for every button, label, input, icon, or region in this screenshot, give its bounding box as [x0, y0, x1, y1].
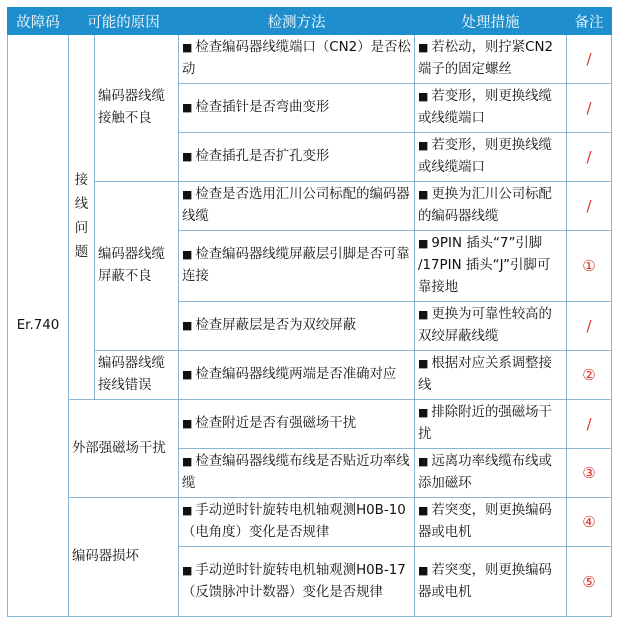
- note-cell: /: [567, 84, 612, 133]
- cause-encoder-wiring-error: 编码器线缆接线错误: [95, 351, 179, 400]
- bullet-icon: ■: [418, 41, 429, 54]
- action-cell: ■ 远离功率线缆布线或添加磁环: [415, 449, 567, 498]
- check-cell: ■ 检查编码器线缆屏蔽层引脚是否可靠连接: [179, 231, 415, 302]
- header-check: 检测方法: [179, 8, 415, 35]
- note-cell: ④: [567, 498, 612, 547]
- category-wiring: 接线问题: [69, 35, 95, 400]
- bullet-icon: ■: [418, 504, 429, 517]
- bullet-icon: ■: [182, 319, 193, 332]
- action-cell: ■ 若突变，则更换编码器或电机: [415, 547, 567, 617]
- note-cell: ⑤: [567, 547, 612, 617]
- bullet-icon: ■: [418, 188, 429, 201]
- check-cell: ■ 检查附近是否有强磁场干扰: [179, 400, 415, 449]
- check-cell: ■ 手动逆时针旋转电机轴观测H0B-10（电角度）变化是否规律: [179, 498, 415, 547]
- note-cell: /: [567, 302, 612, 351]
- note-cell: ③: [567, 449, 612, 498]
- check-cell: ■ 检查屏蔽层是否为双绞屏蔽: [179, 302, 415, 351]
- bullet-icon: ■: [182, 417, 193, 430]
- check-cell: ■ 检查是否选用汇川公司标配的编码器线缆: [179, 182, 415, 231]
- check-cell: ■ 检查编码器线缆端口（CN2）是否松动: [179, 35, 415, 84]
- table-row: [8, 498, 612, 547]
- action-cell: ■ 若突变，则更换编码器或电机: [415, 498, 567, 547]
- note-cell: /: [567, 133, 612, 182]
- check-cell: ■ 检查编码器线缆两端是否准确对应: [179, 351, 415, 400]
- note-cell: /: [567, 400, 612, 449]
- bullet-icon: ■: [418, 357, 429, 370]
- note-cell: /: [567, 182, 612, 231]
- table-row: [8, 400, 612, 449]
- cause-encoder-shield: 编码器线缆屏蔽不良: [95, 182, 179, 351]
- check-cell: ■ 检查插孔是否扩孔变形: [179, 133, 415, 182]
- check-cell: ■ 检查编码器线缆布线是否贴近功率线缆: [179, 449, 415, 498]
- note-cell: ②: [567, 351, 612, 400]
- header-row: [8, 8, 612, 35]
- header-action: 处理措施: [415, 8, 567, 35]
- bullet-icon: ■: [182, 368, 193, 381]
- check-cell: ■ 手动逆时针旋转电机轴观测H0B-17（反馈脉冲计数器）变化是否规律: [179, 547, 415, 617]
- header-cause: 可能的原因: [69, 8, 179, 35]
- fault-table: [7, 7, 612, 617]
- bullet-icon: ■: [418, 237, 429, 250]
- bullet-icon: ■: [182, 41, 193, 54]
- action-cell: ■ 若变形，则更换线缆或线缆端口: [415, 84, 567, 133]
- note-cell: ①: [567, 231, 612, 302]
- cause-external-field: 外部强磁场干扰: [69, 400, 179, 498]
- action-cell: ■ 若松动，则拧紧CN2 端子的固定螺丝: [415, 35, 567, 84]
- bullet-icon: ■: [418, 139, 429, 152]
- bullet-icon: ■: [182, 150, 193, 163]
- action-cell: ■ 根据对应关系调整接线: [415, 351, 567, 400]
- bullet-icon: ■: [182, 504, 193, 517]
- header-fault-code: 故障码: [8, 8, 69, 35]
- fault-code: Er.740: [8, 35, 69, 617]
- table-row: [8, 35, 612, 84]
- bullet-icon: ■: [418, 563, 429, 577]
- check-cell: ■ 检查插针是否弯曲变形: [179, 84, 415, 133]
- action-cell: ■ 9PIN 插头“7”引脚 /17PIN 插头“J”引脚可靠接地: [415, 231, 567, 302]
- cause-encoder-damage: 编码器损坏: [69, 498, 179, 617]
- bullet-icon: ■: [418, 455, 429, 468]
- bullet-icon: ■: [182, 455, 193, 468]
- action-cell: ■ 更换为可靠性较高的双绞屏蔽线缆: [415, 302, 567, 351]
- header-note: 备注: [567, 8, 612, 35]
- table-row: [8, 182, 612, 231]
- bullet-icon: ■: [182, 101, 193, 114]
- action-cell: ■ 排除附近的强磁场干扰: [415, 400, 567, 449]
- bullet-icon: ■: [418, 90, 429, 103]
- bullet-icon: ■: [182, 248, 193, 261]
- bullet-icon: ■: [182, 188, 193, 201]
- action-cell: ■ 若变形，则更换线缆或线缆端口: [415, 133, 567, 182]
- bullet-icon: ■: [418, 406, 429, 419]
- cause-encoder-contact: 编码器线缆接触不良: [95, 35, 179, 182]
- note-cell: /: [567, 35, 612, 84]
- bullet-icon: ■: [418, 308, 429, 321]
- action-cell: ■ 更换为汇川公司标配的编码器线缆: [415, 182, 567, 231]
- table-row: [8, 351, 612, 400]
- bullet-icon: ■: [182, 563, 193, 577]
